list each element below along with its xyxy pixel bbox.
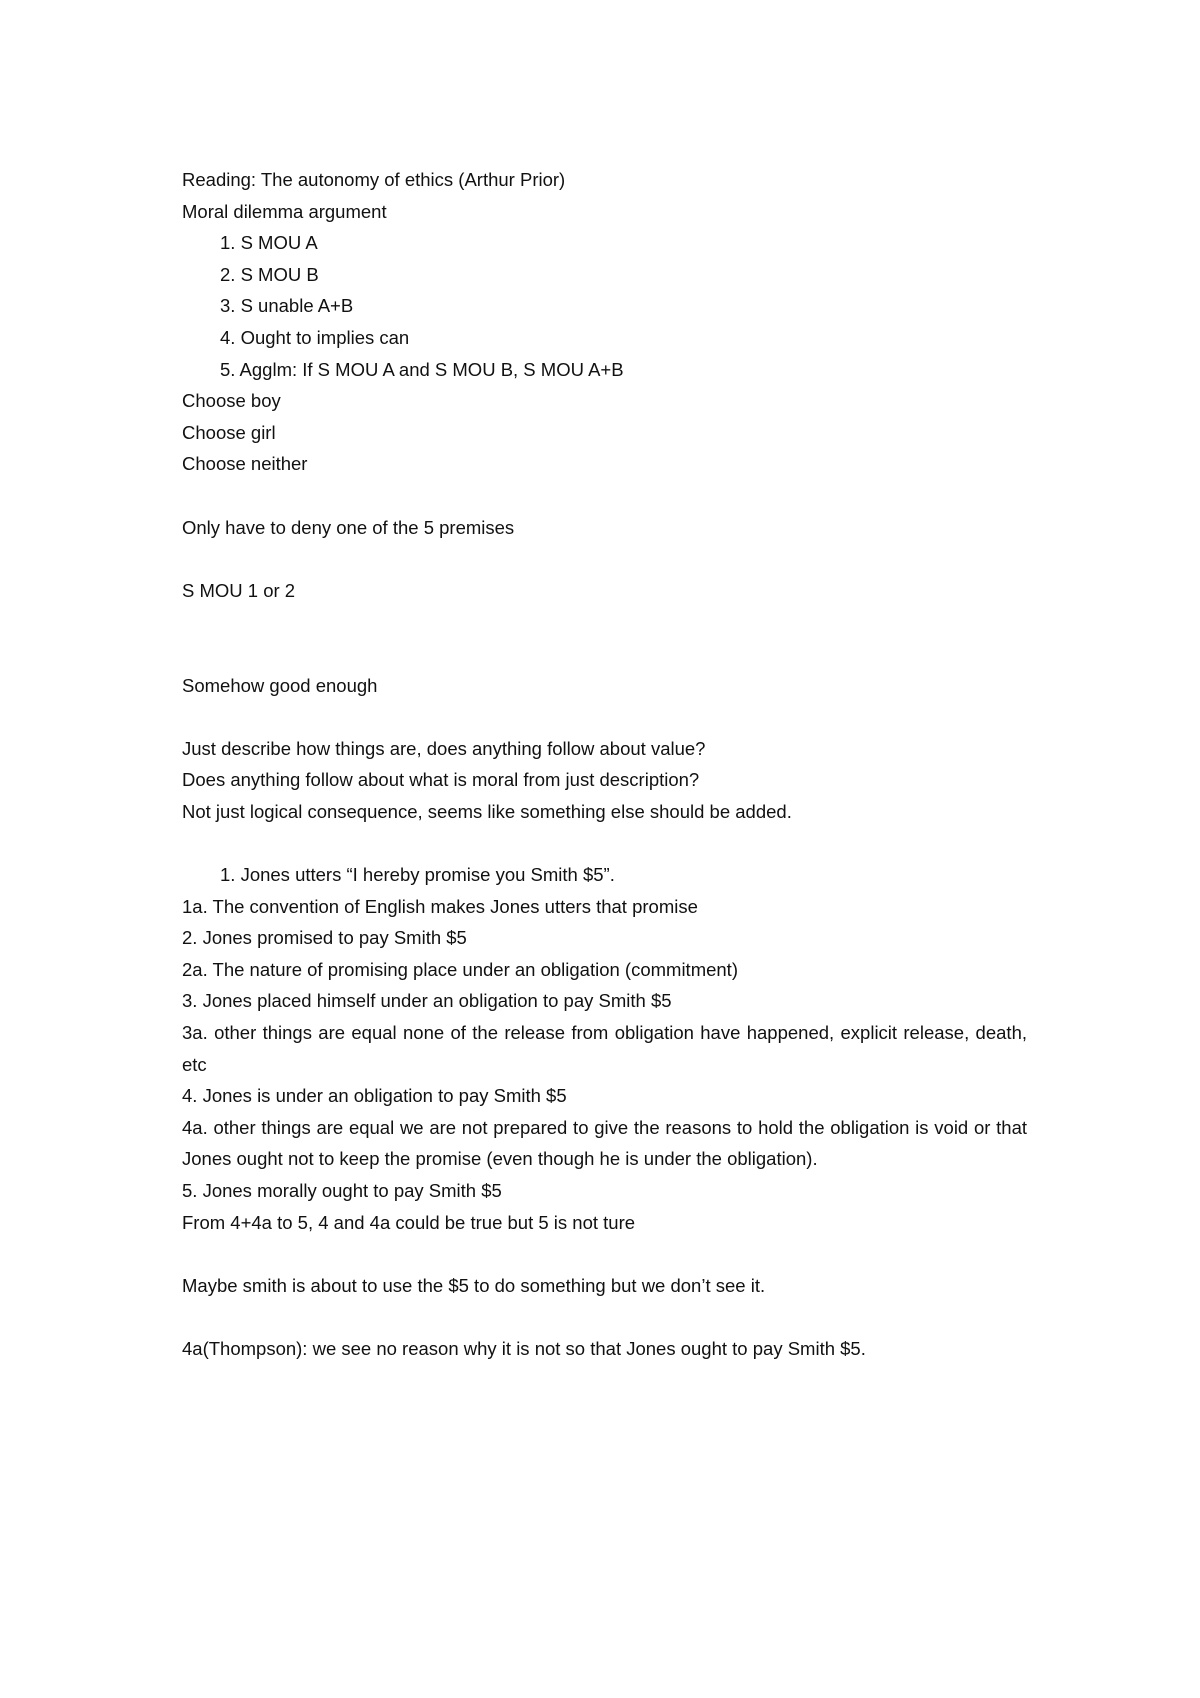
text-line: Just describe how things are, does anything follow about value? [182, 737, 706, 759]
blank-line [182, 480, 1027, 512]
text-line: 4. Jones is under an obligation to pay Smith $5 [182, 1085, 567, 1107]
text-line: Choose girl [182, 421, 276, 443]
blank-line [182, 1301, 1027, 1333]
text-line: Does anything follow about what is moral from just description? [182, 769, 700, 791]
list-item: 2. S MOU B [220, 263, 319, 285]
section-heading: Moral dilemma argument [182, 200, 387, 222]
text-line: 2. Jones promised to pay Smith $5 [182, 927, 467, 949]
text-line: 4a(Thompson): we see no reason why it is not so that Jones ought to pay Smith $5. [182, 1337, 866, 1359]
text-line: 2a. The nature of promising place under an obligation (commitment) [182, 958, 738, 980]
text-line: 1a. The convention of English makes Jones utters that promise [182, 895, 698, 917]
reading-title: Reading: The autonomy of ethics (Arthur Prior) [182, 169, 566, 190]
text-line: S MOU 1 or 2 [182, 579, 296, 601]
list-item: 1. S MOU A [220, 232, 318, 254]
blank-line [182, 1238, 1027, 1270]
text-paragraph: 4a. other things are equal we are not prepared to give the reasons to hold the obligation is void or that Jones ought not to keep the promise (even though he is under the obligation). [182, 1116, 1027, 1170]
text-line: 3. Jones placed himself under an obligation to pay Smith $5 [182, 990, 672, 1012]
text-paragraph: 3a. other things are equal none of the release from obligation have happened, explicit release, death, etc [182, 1022, 1027, 1075]
text-line: Maybe smith is about to use the $5 to do something but we don’t see it. [182, 1274, 766, 1296]
text-line: 5. Jones morally ought to pay Smith $5 [182, 1180, 502, 1201]
blank-line [182, 701, 1027, 733]
text-line: Choose boy [182, 390, 281, 412]
blank-line [182, 606, 1027, 638]
blank-line [182, 827, 1027, 859]
list-item: 5. Agglm: If S MOU A and S MOU B, S MOU A+B [220, 358, 624, 380]
text-line: Only have to deny one of the 5 premises [182, 516, 515, 538]
text-line: Choose neither [182, 453, 308, 475]
list-item: 4. Ought to implies can [220, 326, 410, 348]
list-item: 3. S unable A+B [220, 295, 354, 317]
text-line: Somehow good enough [182, 674, 378, 696]
text-line: Not just logical consequence, seems like something else should be added. [182, 800, 792, 822]
text-line: From 4+4a to 5, 4 and 4a could be true but 5 is not ture [182, 1211, 636, 1233]
list-item: 1. Jones utters “I hereby promise you Smith $5”. [220, 864, 615, 886]
blank-line [182, 638, 1027, 670]
document-body [182, 164, 1027, 1365]
blank-line [182, 543, 1027, 575]
